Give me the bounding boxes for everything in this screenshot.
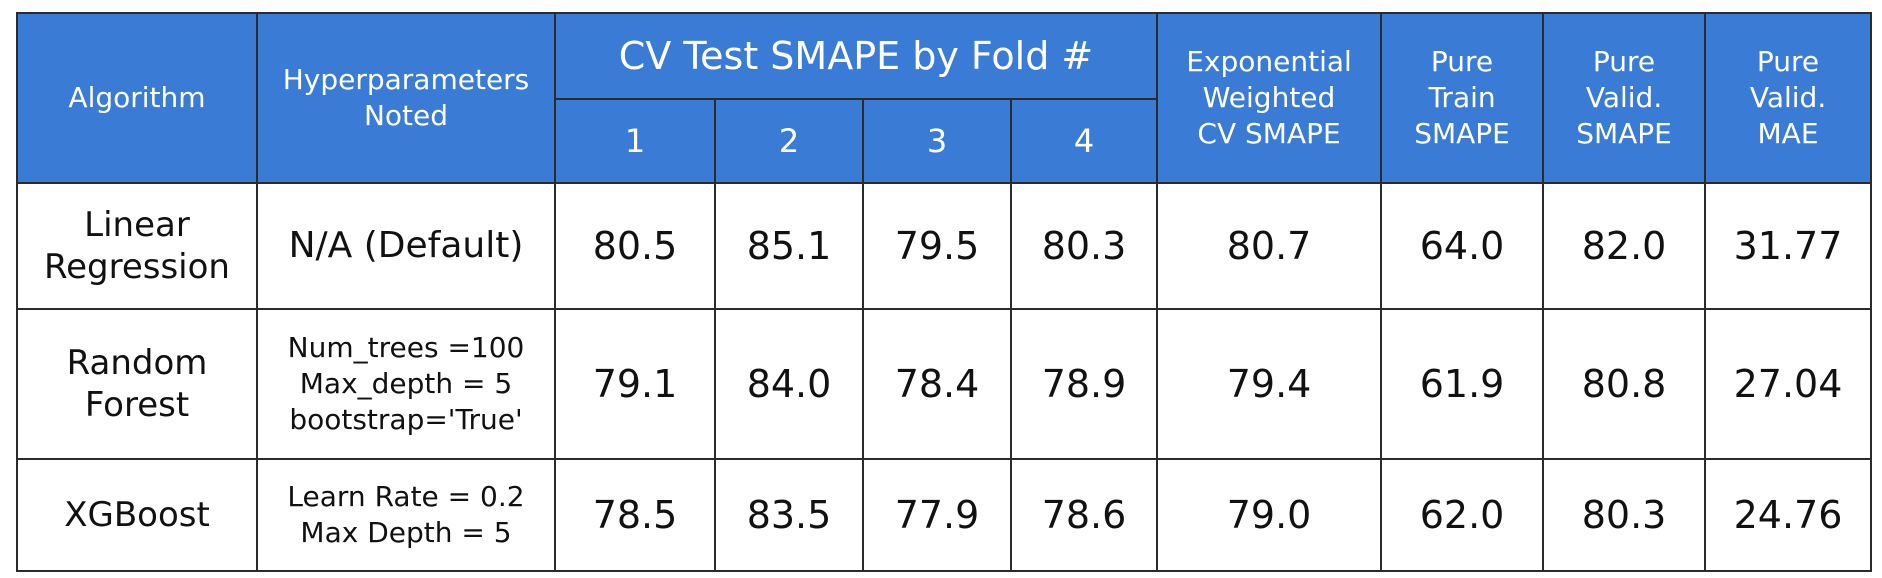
header-exp-weighted-line: Exponential — [1186, 45, 1352, 78]
header-pure-valid-mae-line: Pure — [1756, 45, 1820, 78]
cell-pure-valid-mae: 31.77 — [1705, 183, 1871, 309]
header-exp-weighted-line: CV SMAPE — [1197, 117, 1341, 150]
header-pure-train-line: Pure — [1430, 45, 1494, 78]
cell-algorithm — [17, 459, 257, 571]
cell-pure-train: 64.0 — [1381, 183, 1543, 309]
table-row-linear-regression — [17, 183, 1871, 309]
header-hyperparameters-line: Hyperparameters — [282, 63, 530, 96]
cell-algorithm — [17, 309, 257, 459]
cell-pure-train: 62.0 — [1381, 459, 1543, 571]
header-exp-weighted-cv-smape — [1157, 13, 1381, 183]
cell-hyperparameters — [257, 309, 555, 459]
header-hyperparameters — [257, 13, 555, 183]
cell-fold-3: 77.9 — [863, 459, 1011, 571]
cell-fold-1: 78.5 — [555, 459, 715, 571]
header-fold-3: 3 — [863, 99, 1011, 183]
algorithm-line: Regression — [44, 247, 230, 287]
hyperparameter-line: Max Depth = 5 — [300, 516, 512, 549]
hyperparameter-line: Num_trees =100 — [287, 331, 525, 364]
cell-fold-3: 78.4 — [863, 309, 1011, 459]
cell-fold-1: 80.5 — [555, 183, 715, 309]
cell-exp-weighted: 80.7 — [1157, 183, 1381, 309]
hyperparameter-line: N/A (Default) — [288, 225, 524, 266]
cell-fold-2: 85.1 — [715, 183, 863, 309]
cell-fold-4: 78.6 — [1011, 459, 1157, 571]
cell-pure-valid-smape: 82.0 — [1543, 183, 1705, 309]
algorithm-line: Forest — [84, 385, 190, 425]
cell-pure-valid-smape: 80.8 — [1543, 309, 1705, 459]
header-pure-valid-mae — [1705, 13, 1871, 183]
header-cv-test-smape-group: CV Test SMAPE by Fold # — [555, 13, 1157, 99]
cell-pure-valid-mae: 24.76 — [1705, 459, 1871, 571]
header-fold-4: 4 — [1011, 99, 1157, 183]
table-body — [17, 183, 1871, 571]
header-row-top — [17, 13, 1871, 99]
results-table — [16, 12, 1872, 572]
algorithm-line: Linear — [84, 205, 190, 245]
hyperparameter-line: Max_depth = 5 — [299, 367, 513, 400]
cell-pure-train: 61.9 — [1381, 309, 1543, 459]
header-algorithm: Algorithm — [17, 13, 257, 183]
hyperparameter-line: bootstrap='True' — [289, 403, 523, 436]
cell-exp-weighted: 79.0 — [1157, 459, 1381, 571]
header-hyperparameters-line: Noted — [363, 99, 449, 132]
cell-fold-4: 80.3 — [1011, 183, 1157, 309]
table-header — [17, 13, 1871, 183]
cell-hyperparameters — [257, 183, 555, 309]
header-pure-valid-mae-line: Valid. — [1749, 81, 1827, 114]
header-pure-valid-smape-line: Pure — [1592, 45, 1656, 78]
cell-exp-weighted: 79.4 — [1157, 309, 1381, 459]
cell-hyperparameters — [257, 459, 555, 571]
cell-pure-valid-smape: 80.3 — [1543, 459, 1705, 571]
cell-fold-2: 83.5 — [715, 459, 863, 571]
header-exp-weighted-line: Weighted — [1202, 81, 1336, 114]
algorithm-line: XGBoost — [64, 495, 210, 535]
algorithm-line: Random — [66, 343, 208, 383]
header-pure-train-line: Train — [1428, 81, 1496, 114]
table-row-random-forest — [17, 309, 1871, 459]
cell-fold-4: 78.9 — [1011, 309, 1157, 459]
table-row-xgboost — [17, 459, 1871, 571]
header-pure-train-smape — [1381, 13, 1543, 183]
cell-fold-3: 79.5 — [863, 183, 1011, 309]
hyperparameter-line: Learn Rate = 0.2 — [287, 480, 525, 513]
cell-algorithm — [17, 183, 257, 309]
header-fold-1: 1 — [555, 99, 715, 183]
header-pure-valid-mae-line: MAE — [1757, 117, 1819, 150]
header-pure-valid-smape-line: Valid. — [1585, 81, 1663, 114]
header-fold-2: 2 — [715, 99, 863, 183]
cell-fold-2: 84.0 — [715, 309, 863, 459]
header-pure-valid-smape — [1543, 13, 1705, 183]
header-pure-train-line: SMAPE — [1414, 117, 1510, 150]
cell-fold-1: 79.1 — [555, 309, 715, 459]
header-pure-valid-smape-line: SMAPE — [1576, 117, 1672, 150]
cell-pure-valid-mae: 27.04 — [1705, 309, 1871, 459]
